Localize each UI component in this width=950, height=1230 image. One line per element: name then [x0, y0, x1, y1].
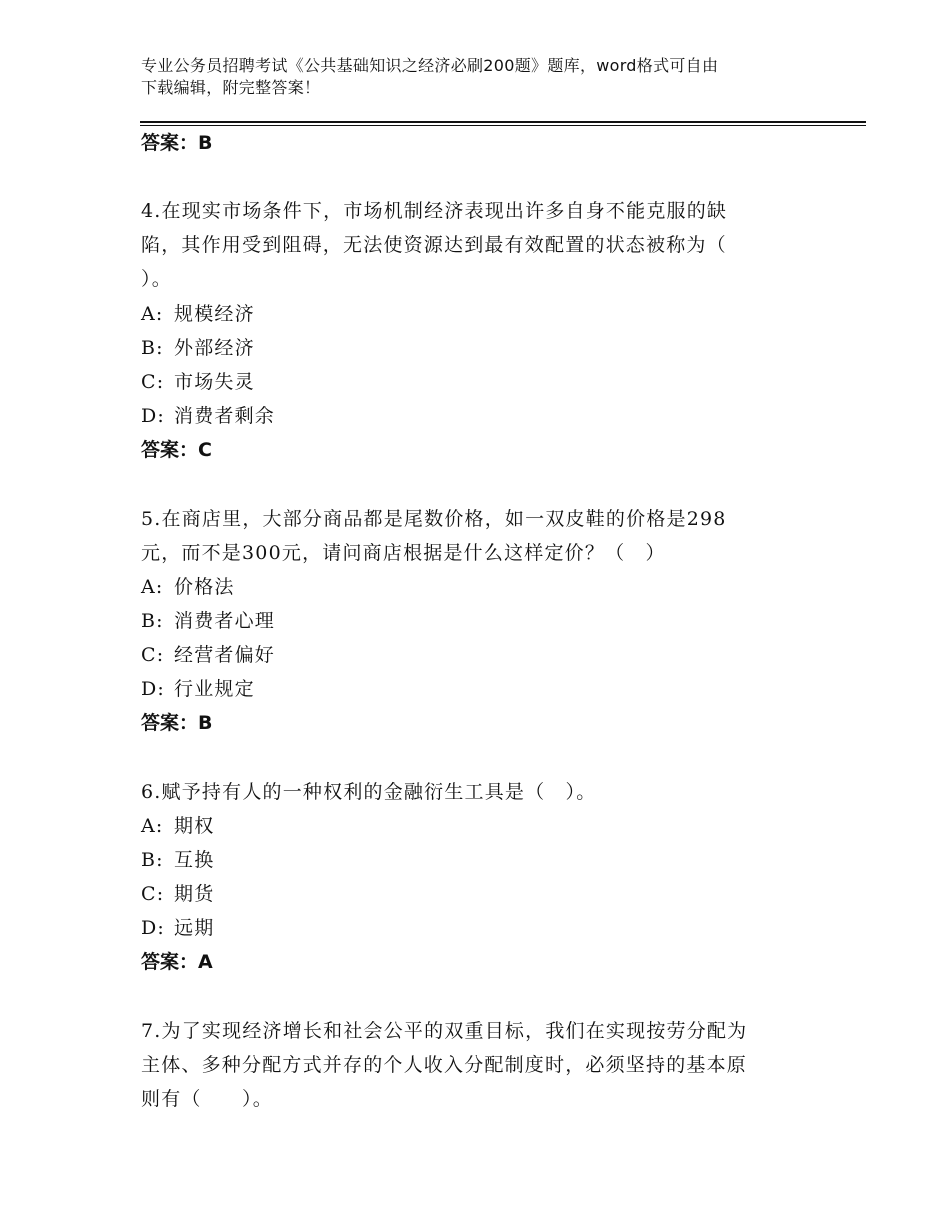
question-6-line-1: 6.赋予持有人的一种权利的金融衍生工具是（ ）。	[141, 781, 597, 803]
question-6-option-a	[141, 814, 214, 838]
question-4-option-d	[141, 404, 275, 428]
option-key: A:	[141, 576, 164, 598]
option-key: C:	[141, 371, 165, 393]
document-header	[141, 55, 821, 99]
option-text: 行业规定	[174, 678, 255, 700]
option-text: 期权	[174, 815, 215, 837]
option-key: C:	[141, 644, 165, 666]
question-5-option-d	[141, 677, 255, 701]
question-7-line-2: 主体、多种分配方式并存的个人收入分配制度时，必须坚持的基本原	[141, 1054, 748, 1076]
question-5-option-b	[141, 609, 275, 633]
option-text: 消费者心理	[174, 610, 276, 632]
option-key: D:	[141, 678, 166, 700]
option-text: 价格法	[174, 576, 235, 598]
question-6-option-c	[141, 882, 214, 906]
header-rule-thin	[140, 125, 866, 126]
option-text: 消费者剩余	[174, 405, 276, 427]
question-6	[141, 775, 801, 809]
option-text: 外部经济	[174, 337, 255, 359]
option-key: B:	[141, 849, 164, 871]
question-4	[141, 194, 801, 296]
question-7	[141, 1014, 801, 1116]
question-4-option-b	[141, 336, 255, 360]
option-text: 规模经济	[174, 303, 255, 325]
question-7-line-1: 7.为了实现经济增长和社会公平的双重目标，我们在实现按劳分配为	[141, 1020, 748, 1042]
question-6-answer: 答案：A	[141, 951, 213, 973]
answer-prev: 答案：B	[141, 132, 213, 154]
question-5-answer: 答案：B	[141, 712, 213, 734]
option-key: D:	[141, 405, 166, 427]
question-6-option-d	[141, 916, 214, 940]
question-4-line-1: 4.在现实市场条件下，市场机制经济表现出许多自身不能克服的缺	[141, 200, 728, 222]
option-key: B:	[141, 337, 164, 359]
option-text: 远期	[174, 917, 215, 939]
question-5-line-2: 元，而不是300元，请问商店根据是什么这样定价？（ ）	[141, 542, 666, 564]
header-line-1: 专业公务员招聘考试《公共基础知识之经济必刷200题》题库，word格式可自由	[141, 56, 719, 75]
question-5	[141, 502, 801, 570]
header-rule-thick	[140, 121, 866, 123]
header-line-2: 下载编辑，附完整答案！	[141, 78, 321, 97]
question-5-line-1: 5.在商店里，大部分商品都是尾数价格，如一双皮鞋的价格是298	[141, 508, 727, 530]
question-5-option-c	[141, 643, 275, 667]
option-key: D:	[141, 917, 166, 939]
question-4-line-2: 陷，其作用受到阻碍，无法使资源达到最有效配置的状态被称为（	[141, 234, 727, 256]
question-6-option-b	[141, 848, 214, 872]
option-text: 市场失灵	[174, 371, 255, 393]
question-4-line-3: ）。	[141, 268, 172, 290]
question-4-option-c	[141, 370, 255, 394]
option-key: A:	[141, 815, 164, 837]
question-7-line-3: 则有（ ）。	[141, 1088, 273, 1110]
question-5-option-a	[141, 575, 235, 599]
option-text: 经营者偏好	[174, 644, 276, 666]
option-key: A:	[141, 303, 164, 325]
option-text: 期货	[174, 883, 215, 905]
question-4-answer: 答案：C	[141, 439, 212, 461]
question-4-option-a	[141, 302, 255, 326]
option-key: B:	[141, 610, 164, 632]
option-key: C:	[141, 883, 165, 905]
option-text: 互换	[174, 849, 215, 871]
